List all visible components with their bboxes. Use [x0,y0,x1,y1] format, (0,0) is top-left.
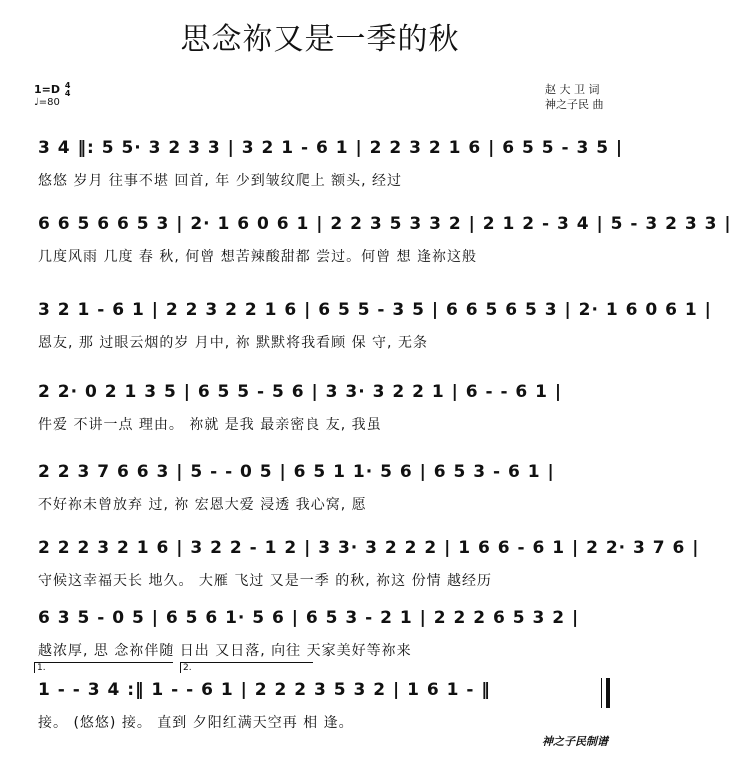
lyricist: 赵 大 卫 词 [545,83,600,96]
notes-line: 6 6 5 6 6 5 3 | 2· 1 6 0 6 1 | 2 2 3 5 3 3 2 | 2 1 2 - 3 4 | 5 - 3 2 3 3 | [38,214,732,234]
notes-line: 2 2 3 7 6 6 3 | 5 - - 0 5 | 6 5 1 1· 5 6 | 6 5 3 - 6 1 | [38,462,555,482]
lyrics-line: 守候这幸福天长 地久。 大雁 飞过 又是一季 的秋, 祢这 份情 越经历 [38,573,493,589]
time-signature-bottom: 4 [64,89,71,98]
key-label: 1=D [34,83,61,96]
lyrics-line: 接。 (悠悠) 接。 直到 夕阳红满天空再 相 逢。 [38,715,354,731]
notes-line: 2 2 2 3 2 1 6 | 3 2 2 - 1 2 | 3 3· 3 2 2 2 | 1 6 6 - 6 1 | 2 2· 3 7 6 | [38,538,700,558]
song-title: 思念祢又是一季的秋 [180,22,460,57]
credits [545,82,604,112]
notes-line: 1 - - 3 4 :‖ 1 - - 6 1 | 2 2 2 3 5 3 2 | 1 6 1 - ‖ [38,680,491,700]
final-barline-thin [601,678,602,708]
lyrics-line: 件爱 不讲一点 理由。 祢就 是我 最亲密良 友, 我虽 [38,417,382,433]
lyrics-line: 悠悠 岁月 往事不堪 回首, 年 少到皱纹爬上 额头, 经过 [38,173,403,189]
ending-2-bracket: 2. [180,662,313,673]
lyrics-line: 不好祢未曾放弃 过, 祢 宏恩大爱 浸透 我心窝, 愿 [38,497,367,513]
tempo-marking: ♩=80 [34,97,60,108]
key-signature [34,82,70,98]
lyrics-line: 几度风雨 几度 春 秋, 何曾 想苦辣酸甜都 尝过。何曾 想 逢祢这般 [38,249,478,265]
footer-signature: 神之子民制谱 [542,735,608,748]
final-barline-thick [606,678,610,708]
notes-line: 3 4 ‖: 5 5· 3 2 3 3 | 3 2 1 - 6 1 | 2 2 3 2 1 6 | 6 5 5 - 3 5 | [38,138,624,158]
notes-line: 3 2 1 - 6 1 | 2 2 3 2 2 1 6 | 6 5 5 - 3 5 | 6 6 5 6 5 3 | 2· 1 6 0 6 1 | [38,300,712,320]
ending-1-bracket: 1. [34,662,173,673]
lyrics-line: 恩友, 那 过眼云烟的岁 月中, 祢 默默将我看顾 保 守, 无条 [38,335,428,351]
lyrics-line: 越浓厚, 思 念祢伴随 日出 又日落, 向往 天家美好等祢来 [38,643,412,659]
composer: 神之子民 曲 [545,98,604,111]
notes-line: 6 3 5 - 0 5 | 6 5 6 1· 5 6 | 6 5 3 - 2 1 | 2 2 2 6 5 3 2 | [38,608,580,628]
time-signature-top: 4 [64,81,71,90]
notes-line: 2 2· 0 2 1 3 5 | 6 5 5 - 5 6 | 3 3· 3 2 2 1 | 6 - - 6 1 | [38,382,563,402]
time-signature [65,82,71,98]
